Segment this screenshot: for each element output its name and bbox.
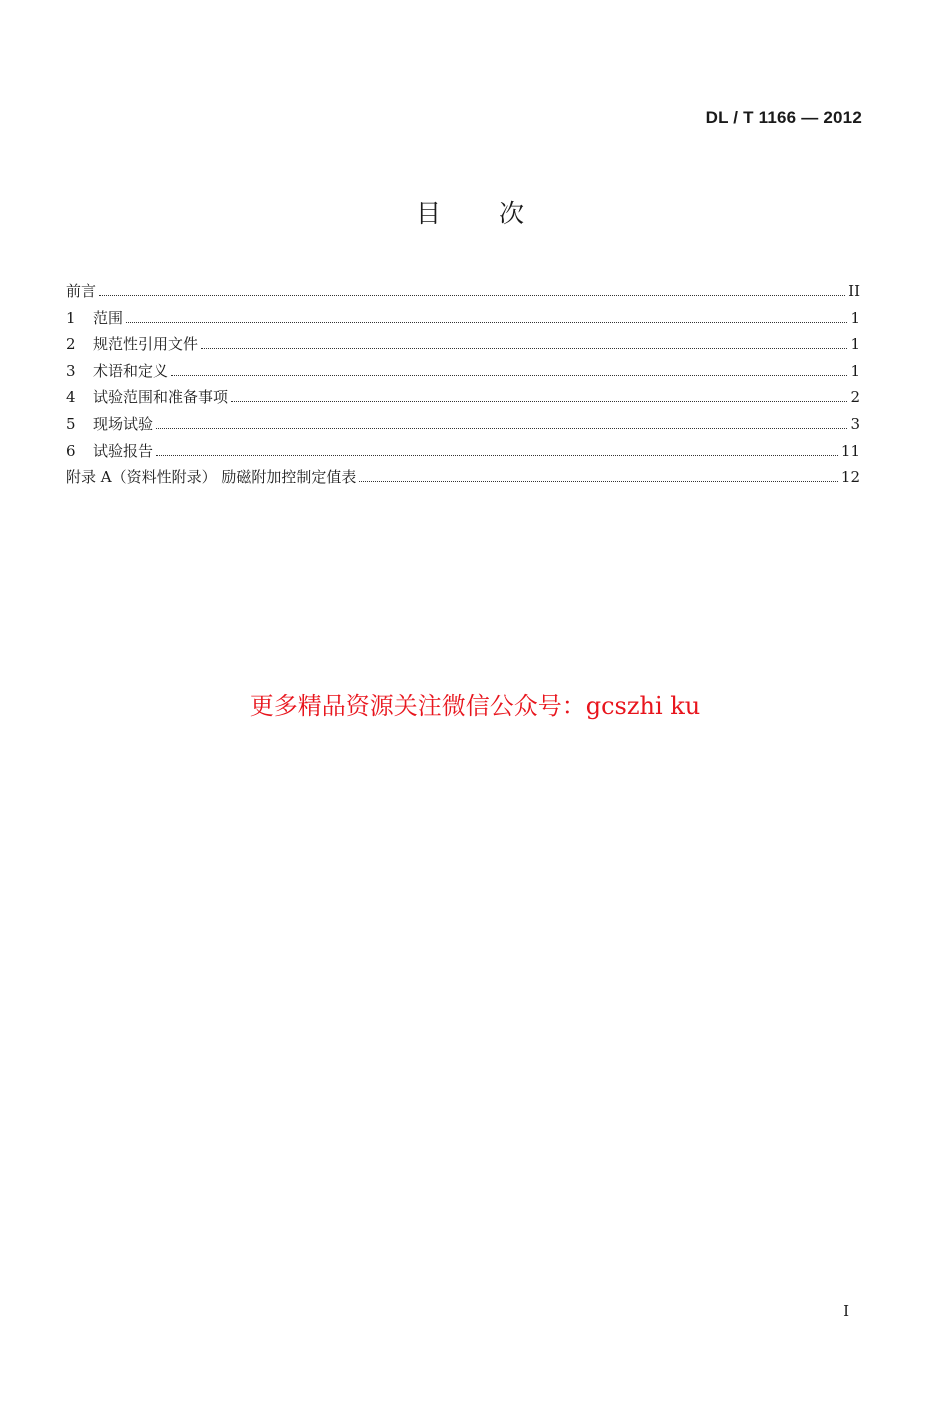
toc-entry[interactable] xyxy=(66,333,860,360)
toc-entry-number: 5 xyxy=(66,414,76,433)
toc-entry-label: 试验报告 xyxy=(93,441,154,460)
toc-entry-label: 试验范围和准备事项 xyxy=(93,388,229,407)
toc-entry-number: 3 xyxy=(66,361,76,380)
toc-entry-label: 附录 A（资料性附录） 励磁附加控制定值表 xyxy=(66,468,357,487)
toc-entry-number: 1 xyxy=(66,308,76,327)
toc-entry-page: 1 xyxy=(850,335,860,354)
toc-leader-dots xyxy=(231,401,847,402)
toc-leader-dots xyxy=(201,348,847,349)
toc-leader-dots xyxy=(126,322,847,323)
toc-entry-label: 术语和定义 xyxy=(93,361,169,380)
toc-entry-number: 2 xyxy=(66,335,76,354)
toc-entry-label: 规范性引用文件 xyxy=(93,335,199,354)
toc-leader-dots xyxy=(171,375,847,376)
toc-entry-page: 3 xyxy=(850,414,860,433)
promo-watermark-text: 更多精品资源关注微信公众号：gcszhi ku xyxy=(249,692,701,720)
toc-entry-page: II xyxy=(848,282,860,300)
toc-entry[interactable] xyxy=(66,466,860,493)
toc-entry[interactable] xyxy=(66,440,860,467)
toc-entry-number: 6 xyxy=(66,441,76,460)
toc-entry-page: 2 xyxy=(850,388,860,407)
toc-entry-label: 范围 xyxy=(93,308,124,327)
table-of-contents xyxy=(66,280,860,493)
toc-leader-dots xyxy=(156,455,838,456)
toc-entry[interactable] xyxy=(66,386,860,413)
standard-code: DL / T 1166 — 2012 xyxy=(705,108,862,127)
toc-leader-dots xyxy=(359,481,838,482)
toc-entry-page: 12 xyxy=(840,468,860,487)
toc-entry-page: 1 xyxy=(850,361,860,380)
toc-leader-dots xyxy=(156,428,847,429)
toc-entry-page: 11 xyxy=(840,441,860,460)
toc-entry[interactable] xyxy=(66,413,860,440)
page-number: I xyxy=(843,1302,849,1320)
toc-title: 目次 xyxy=(415,199,582,228)
toc-entry-label: 前言 xyxy=(66,282,97,300)
toc-leader-dots xyxy=(99,295,845,296)
toc-entry[interactable] xyxy=(66,360,860,387)
toc-entry-label: 现场试验 xyxy=(93,414,154,433)
toc-entry[interactable] xyxy=(66,307,860,334)
toc-entry[interactable] xyxy=(66,280,860,307)
toc-entry-page: 1 xyxy=(850,308,860,327)
toc-entry-number: 4 xyxy=(66,388,76,407)
